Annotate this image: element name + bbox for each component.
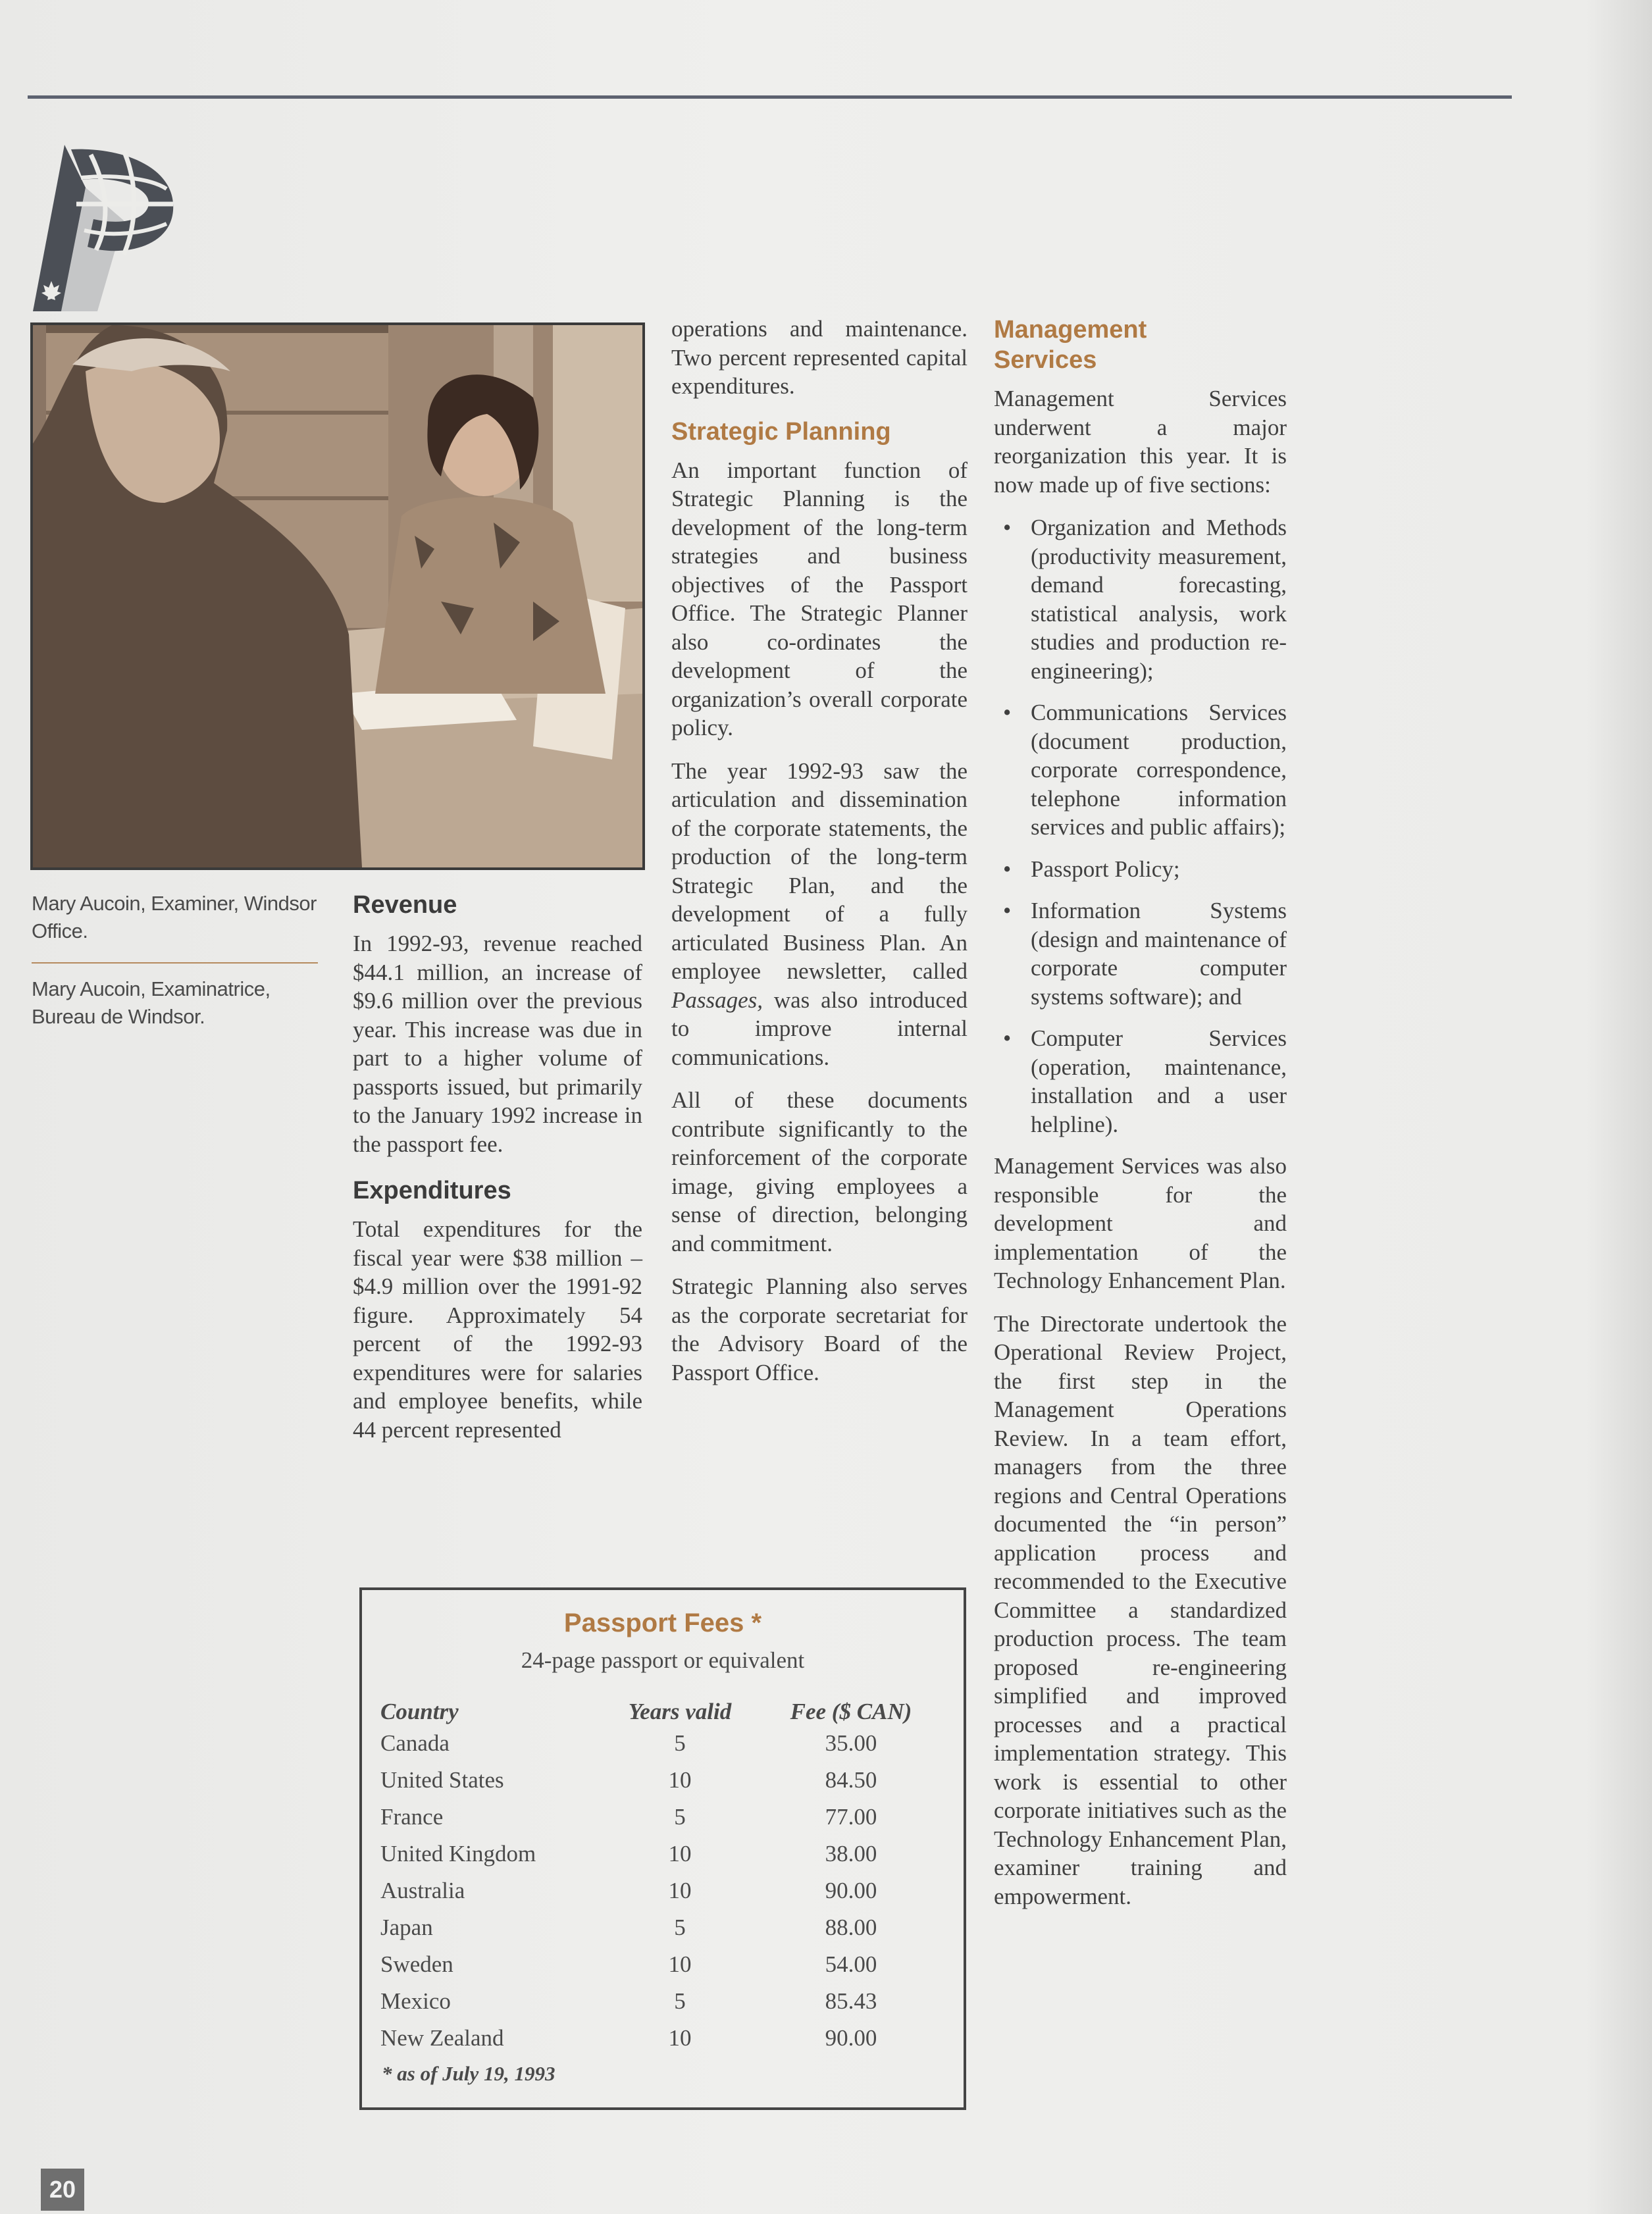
table-row xyxy=(380,1983,940,2020)
column-management-services xyxy=(994,315,1287,1925)
cell-years: 10 xyxy=(668,1951,692,1977)
cell-country: United States xyxy=(380,1767,504,1793)
cell-years: 5 xyxy=(674,1988,686,2014)
cell-country: Australia xyxy=(380,1878,465,1903)
column-revenue-expenditures xyxy=(353,890,642,1458)
fees-title: Passport Fees * xyxy=(563,1609,762,1637)
strategic-p2-start: The year 1992-93 saw the articulation and dissemination of the corporate statements, the production of the long-term Strategic Plan, and the development of a fully articulated Business Plan. An employee newsletter, called xyxy=(671,758,968,984)
cell-fee: 35.00 xyxy=(825,1730,877,1756)
cell-years: 10 xyxy=(668,2025,692,2051)
passport-logo-icon xyxy=(25,142,183,313)
management-paragraph-2: Management Services was also responsible for the development and implementation of the Technology Enhancement Plan. xyxy=(994,1153,1287,1293)
cell-country: Sweden xyxy=(380,1951,453,1977)
list-item: • Passport Policy; xyxy=(994,855,1287,884)
newsletter-name: Passages, xyxy=(671,987,763,1013)
sections-list xyxy=(994,513,1287,1139)
cell-fee: 84.50 xyxy=(825,1767,877,1793)
table-row xyxy=(380,1799,940,1836)
fees-table xyxy=(380,1687,940,2057)
management-services-heading: Management Services xyxy=(994,316,1147,374)
strategic-planning-heading: Strategic Planning xyxy=(671,417,891,446)
cell-fee: 85.43 xyxy=(825,1988,877,2014)
cell-country: United Kingdom xyxy=(380,1841,536,1866)
strategic-paragraph-2 xyxy=(671,757,968,1072)
strategic-paragraph-3: All of these documents contribute significantly to the reinforcement of the corporate image, giving employees a sense of direction, belonging and commitment. xyxy=(671,1087,968,1256)
continued-paragraph: operations and maintenance. Two percent represented capital expenditures. xyxy=(671,316,968,399)
list-item: • Organization and Methods (productivity measurement, demand forecasting, statistical analysis, work studies and production re-engineering); xyxy=(994,513,1287,685)
list-item: • Communications Services (document production, corporate correspondence, telephone information services and public affairs); xyxy=(994,698,1287,842)
table-row xyxy=(380,1872,940,1909)
column-strategic-planning xyxy=(671,315,968,1401)
header-fee: Fee ($ CAN) xyxy=(790,1699,912,1724)
cell-fee: 54.00 xyxy=(825,1951,877,1977)
cell-years: 5 xyxy=(674,1730,686,1756)
cell-country: Mexico xyxy=(380,1988,451,2014)
list-item: • Computer Services (operation, maintenance, installation and a user helpline). xyxy=(994,1024,1287,1139)
table-row xyxy=(380,1836,940,1872)
header-country: Country xyxy=(380,1699,459,1724)
cell-fee: 90.00 xyxy=(825,2025,877,2051)
examiner-photo xyxy=(30,322,645,870)
top-rule xyxy=(28,95,1512,99)
table-row xyxy=(380,1725,940,1762)
table-row xyxy=(380,1909,940,1946)
cell-years: 10 xyxy=(668,1878,692,1903)
expenditures-paragraph: Total expenditures for the fiscal year were $38 million – $4.9 million over the 1991-92 figure. Approximately 54 percent of the 1992-93 expenditures were for salaries and employee benefits, while 44 percent represented xyxy=(353,1216,642,1443)
cell-fee: 90.00 xyxy=(825,1878,877,1903)
table-header-row xyxy=(380,1687,940,1725)
list-item: • Information Systems (design and maintenance of corporate computer systems software); and xyxy=(994,896,1287,1011)
fees-footnote: * as of July 19, 1993 xyxy=(382,2062,555,2085)
table-row xyxy=(380,1762,940,1799)
management-intro: Management Services underwent a major reorganization this year. It is now made up of five sections: xyxy=(994,386,1287,498)
cell-years: 10 xyxy=(668,1841,692,1866)
strategic-paragraph-1: An important function of Strategic Planning is the development of the long-term strategies and business objectives of the Passport Office. The Strategic Planner also co-ordinates the development of the organization’s overall corporate policy. xyxy=(671,457,968,740)
cell-fee: 77.00 xyxy=(825,1804,877,1830)
cell-country: Canada xyxy=(380,1730,450,1756)
strategic-paragraph-4: Strategic Planning also serves as the corporate secretariat for the Advisory Board of the Passport Office. xyxy=(671,1274,968,1385)
table-row xyxy=(380,2020,940,2057)
expenditures-heading: Expenditures xyxy=(353,1177,511,1204)
management-paragraph-3: The Directorate undertook the Operational Review Project, the first step in the Management Operations Review. In a team effort, managers from the three regions and Central Operations documented the “in person” application process and recommended to the Executive Committee a standardized production process. The team proposed re-engineering simplified and improved processes and a practical implementation strategy. This work is essential to other corporate initiatives such as the Technology Enhancement Plan, examiner training and empowerment. xyxy=(994,1310,1287,1909)
table-row xyxy=(380,1946,940,1983)
page-number: 20 xyxy=(41,2169,84,2211)
photo-caption-french: Mary Aucoin, Examinatrice, Bureau de Windsor. xyxy=(32,977,271,1028)
cell-years: 5 xyxy=(674,1804,686,1830)
cell-fee: 88.00 xyxy=(825,1915,877,1940)
photo-caption-english: Mary Aucoin, Examiner, Windsor Office. xyxy=(32,892,317,942)
fees-subtitle: 24-page passport or equivalent xyxy=(521,1647,805,1673)
strategic-p2-end: was also introduced to improve internal communications. xyxy=(671,987,968,1070)
revenue-paragraph: In 1992-93, revenue reached $44.1 million, an increase of $9.6 million over the previous year. This increase was due in part to a higher volume of passports issued, but primarily to the January 1992 increase in the passport fee. xyxy=(353,931,642,1157)
cell-years: 10 xyxy=(668,1767,692,1793)
header-years-valid: Years valid xyxy=(628,1699,732,1724)
revenue-heading: Revenue xyxy=(353,891,457,919)
cell-fee: 38.00 xyxy=(825,1841,877,1866)
cell-years: 5 xyxy=(674,1915,686,1940)
passport-fees-table-box xyxy=(359,1587,966,2110)
caption-divider xyxy=(32,962,318,964)
cell-country: New Zealand xyxy=(380,2025,504,2051)
cell-country: France xyxy=(380,1804,444,1830)
cell-country: Japan xyxy=(380,1915,433,1940)
